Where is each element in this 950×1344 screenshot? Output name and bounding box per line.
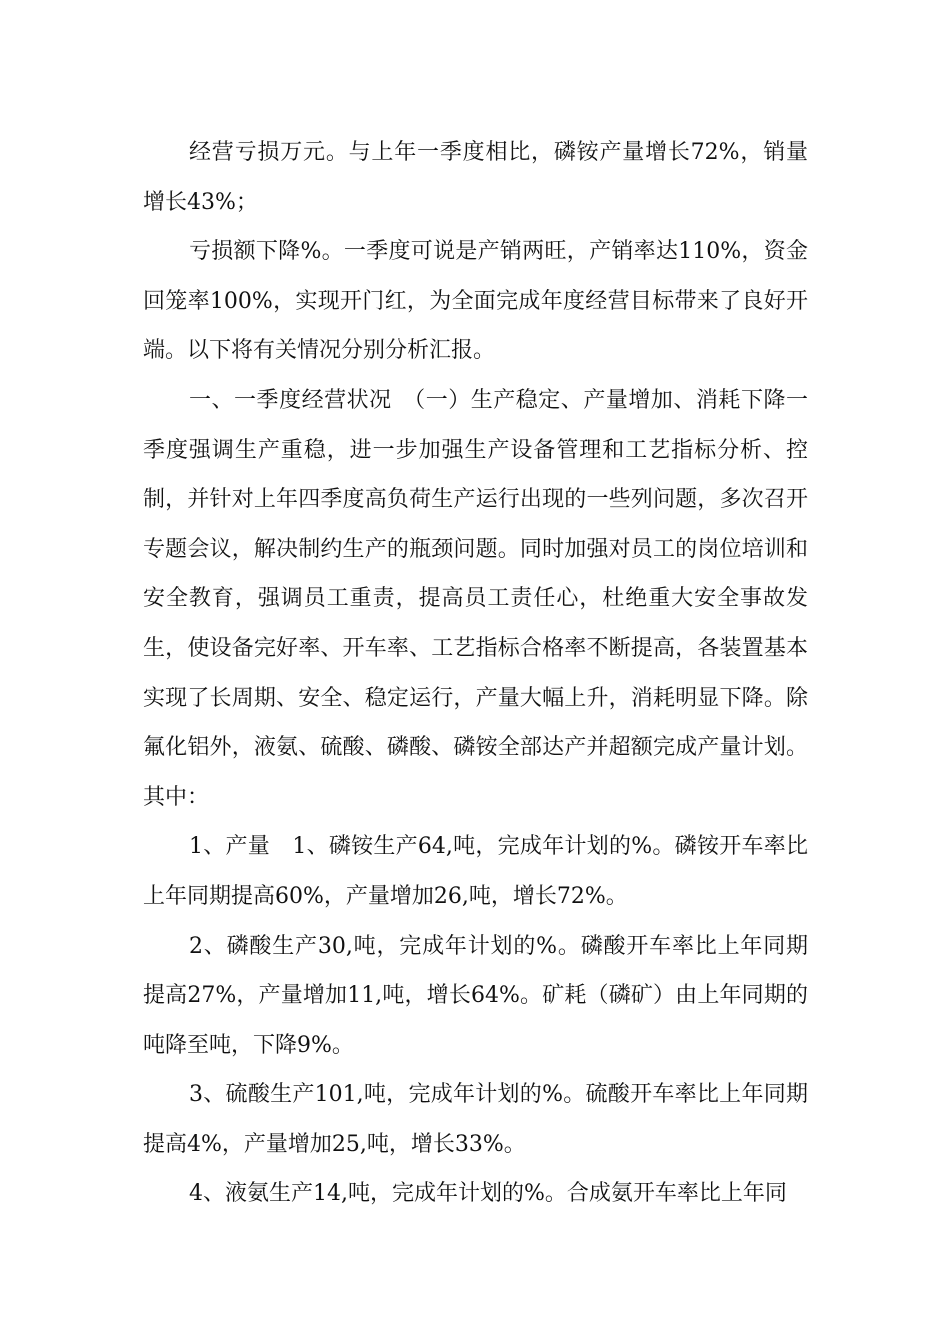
paragraph-loss-decrease: 亏损额下降%。一季度可说是产销两旺，产销率达110%，资金回笼率100%，实现开门红，为全面完成年度经营目标带来了良好开端。以下将有关情况分别分析汇报。 bbox=[143, 239, 808, 364]
paragraph-operating-loss: 经营亏损万元。与上年一季度相比，磷铵产量增长72%，销量增长43%； bbox=[143, 140, 808, 215]
paragraph-q1-operations: 一、一季度经营状况 （一）生产稳定、产量增加、消耗下降一季度强调生产重稳，进一步加强生产设备管理和工艺指标分析、控制，并针对上年四季度高负荷生产运行出现的一些列问题，多次召开专题会议，解决制约生产的瓶颈问题。同时加强对员工的岗位培训和安全教育，强调员工重责，提高员工责任心，杜绝重大安全事故发生，使设备完好率、开车率、工艺指标合格率不断提高，各装置基本实现了长周期、安全、稳定运行，产量大幅上升，消耗明显下降。除氟化铝外，液氨、硫酸、磷酸、磷铵全部达产并超额完成产量计划。其中： bbox=[143, 387, 808, 810]
paragraph-phosphoric-acid: 2、磷酸生产30,吨，完成年计划的%。磷酸开车率比上年同期提高27%，产量增加11,吨，增长64%。矿耗（磷矿）由上年同期的吨降至吨，下降9%。 bbox=[143, 933, 808, 1058]
paragraph-sulfuric-acid: 3、硫酸生产101,吨，完成年计划的%。硫酸开车率比上年同期提高4%，产量增加25,吨，增长33%。 bbox=[143, 1082, 808, 1157]
document-body bbox=[143, 128, 808, 1219]
paragraph-liquid-ammonia: 4、液氨生产14,吨，完成年计划的%。合成氨开车率比上年同 bbox=[189, 1181, 787, 1207]
paragraph-ammonium-phosphate: 1、产量 1、磷铵生产64,吨，完成年计划的%。磷铵开车率比上年同期提高60%，产量增加26,吨，增长72%。 bbox=[143, 834, 808, 909]
